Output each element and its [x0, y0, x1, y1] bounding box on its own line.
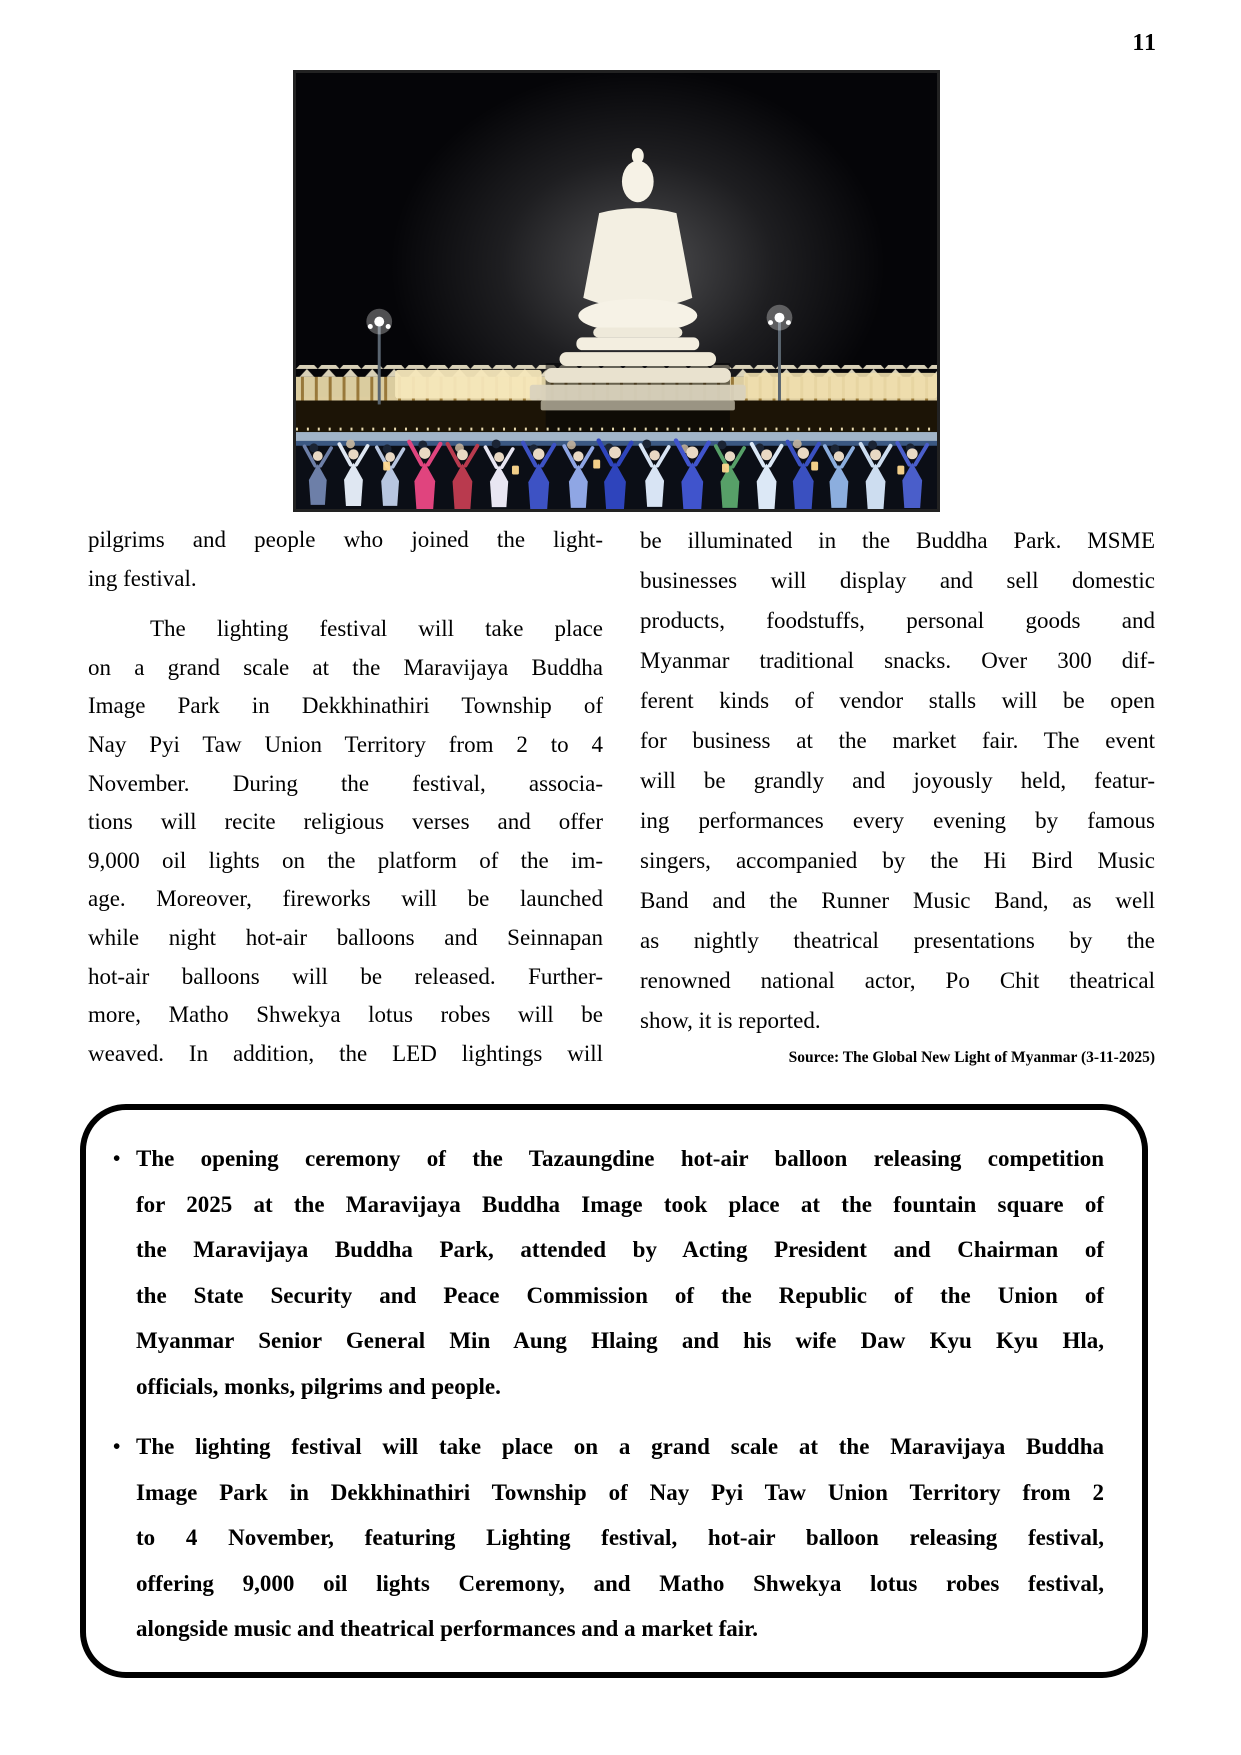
- text-line: weaved. In addition, the LED lightings will: [88, 1040, 603, 1066]
- bullet-icon: •: [113, 1146, 121, 1170]
- paragraph-continuation: [88, 521, 603, 598]
- text-line: The lighting festival will take place: [150, 616, 603, 642]
- text-line: hot-air balloons will be released. Further-: [88, 963, 603, 989]
- text-line: show, it is reported.: [640, 1008, 821, 1033]
- right-column: [640, 521, 1155, 1073]
- summary-bullet-2: [106, 1424, 1104, 1652]
- festival-photo-illustration: [296, 73, 937, 509]
- text-line: as nightly theatrical presentations by the: [640, 928, 1155, 953]
- text-line: offering 9,000 oil lights Ceremony, and Matho Shwekya lotus robes festival,: [136, 1570, 1104, 1596]
- paragraph-market-fair: [640, 521, 1155, 1041]
- source-attribution: Source: The Global New Light of Myanmar (3-11-2025): [788, 1049, 1155, 1066]
- text-line: Image Park in Dekkhinathiri Township of: [88, 693, 603, 719]
- text-line: ferent kinds of vendor stalls will be open: [640, 688, 1155, 713]
- text-line: The lighting festival will take place on a grand scale at the Maravijaya Buddha: [136, 1434, 1104, 1459]
- text-line: November. During the festival, associa-: [88, 770, 603, 796]
- bullet-2-text: [136, 1424, 1104, 1652]
- text-line: The opening ceremony of the Tazaungdine hot-air balloon releasing competition: [136, 1146, 1104, 1171]
- festival-photo: [293, 70, 940, 512]
- text-line: more, Matho Shwekya lotus robes will be: [88, 1002, 603, 1028]
- text-line: for business at the market fair. The event: [640, 728, 1155, 753]
- page-number: 11: [1132, 30, 1157, 56]
- text-line: officials, monks, pilgrims and people.: [136, 1373, 501, 1399]
- text-line: ing performances every evening by famous: [640, 808, 1155, 833]
- bullet-1-text: [136, 1136, 1104, 1409]
- bullet-icon: •: [113, 1434, 121, 1458]
- text-line: Nay Pyi Taw Union Territory from 2 to 4: [88, 731, 603, 757]
- text-line: Image Park in Dekkhinathiri Township of Nay Pyi Taw Union Territory from 2: [136, 1479, 1104, 1505]
- text-line: for 2025 at the Maravijaya Buddha Image took place at the fountain square of: [136, 1191, 1104, 1217]
- text-line: to 4 November, featuring Lighting festival, hot-air balloon releasing festival,: [136, 1525, 1104, 1550]
- text-line: 9,000 oil lights on the platform of the im-: [88, 847, 603, 873]
- text-line: Myanmar traditional snacks. Over 300 dif-: [640, 648, 1155, 673]
- summary-bullet-1: [106, 1136, 1104, 1409]
- paragraph-lighting-festival: [88, 610, 603, 1073]
- text-line: age. Moreover, fireworks will be launched: [88, 886, 603, 912]
- text-line: be illuminated in the Buddha Park. MSME: [640, 528, 1155, 553]
- article-body: [88, 521, 1155, 1073]
- text-line: businesses will display and sell domestic: [640, 568, 1155, 593]
- text-line: while night hot-air balloons and Seinnapan: [88, 924, 603, 950]
- text-line: singers, accompanied by the Hi Bird Music: [640, 848, 1155, 873]
- text-line: will be grandly and joyously held, featur-: [640, 768, 1155, 793]
- left-column: [88, 521, 603, 1073]
- text-line: ing festival.: [88, 565, 197, 591]
- text-line: on a grand scale at the Maravijaya Buddha: [88, 654, 603, 680]
- text-line: products, foodstuffs, personal goods and: [640, 608, 1155, 633]
- text-line: Myanmar Senior General Min Aung Hlaing and his wife Daw Kyu Kyu Hla,: [136, 1328, 1104, 1353]
- text-line: alongside music and theatrical performances and a market fair.: [136, 1616, 759, 1641]
- text-line: pilgrims and people who joined the light-: [88, 527, 603, 552]
- text-line: the State Security and Peace Commission of the Republic of the Union of: [136, 1282, 1104, 1308]
- text-line: Band and the Runner Music Band, as well: [640, 888, 1155, 913]
- summary-box: [80, 1104, 1148, 1678]
- text-line: renowned national actor, Po Chit theatrical: [640, 968, 1155, 993]
- text-line: tions will recite religious verses and offer: [88, 809, 603, 835]
- text-line: the Maravijaya Buddha Park, attended by Acting President and Chairman of: [136, 1237, 1104, 1262]
